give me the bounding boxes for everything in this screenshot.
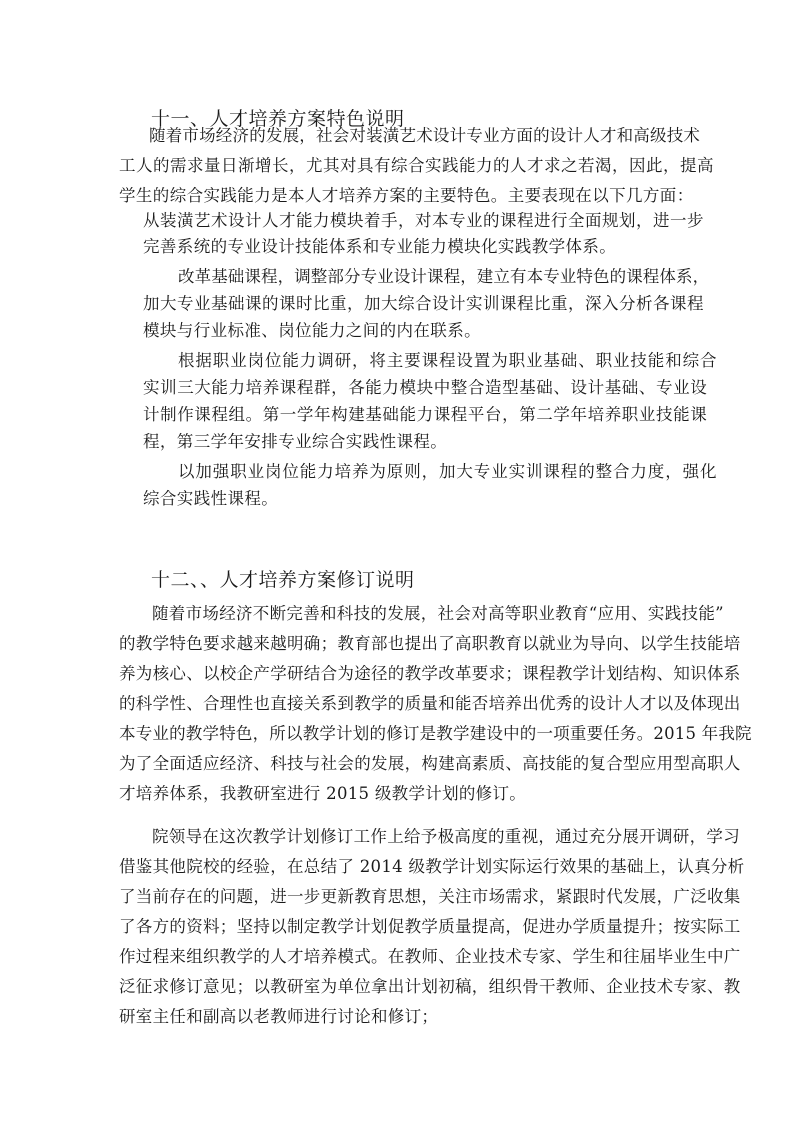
s11-p4-line-1: 根据职业岗位能力调研，将主要课程设置为职业基础、职业技能和综合	[178, 351, 718, 370]
section-12-heading: 十二、、人才培养方案修订说明	[151, 569, 415, 591]
s11-p1-line-3: 学生的综合实践能力是本人才培养方案的主要特色。主要表现在以下几方面：	[119, 186, 694, 205]
s11-p1-line-1: 随着市场经济的发展，社会对装潢艺术设计专业方面的设计人才和高级技术	[149, 126, 701, 145]
s12-p2-line-3: 了当前存在的问题，进一步更新教育思想，关注市场需求，紧跟时代发展，广泛收集	[119, 887, 741, 906]
s12-p2-line-2: 借鉴其他院校的经验，在总结了 2014 级教学计划实际运行效果的基础上，认真分析	[119, 857, 745, 876]
s11-p3-line-1: 改革基础课程，调整部分专业设计课程，建立有本专业特色的课程体系，	[178, 267, 710, 286]
s11-p3-line-2: 加大专业基础课的课时比重，加大综合设计实训课程比重，深入分析各课程	[143, 294, 704, 313]
s12-p1-line-1: 随着市场经济不断完善和科技的发展，社会对高等职业教育“应用、实践技能”	[152, 604, 724, 623]
s11-p2-line-2: 完善系统的专业设计技能体系和专业能力模块化实践教学体系。	[143, 237, 617, 256]
s11-p4-line-2: 实训三大能力培养课程群，各能力模块中整合造型基础、设计基础、专业设	[143, 378, 708, 397]
s12-p1-line-3: 养为核心、以校企产学研结合为途径的教学改革要求；课程教学计划结构、知识体系	[119, 664, 741, 683]
s12-p2-line-5: 作过程来组织教学的人才培养模式。在教师、企业技术专家、学生和往届毕业生中广	[119, 947, 741, 966]
s12-p1-line-4: 的科学性、合理性也直接关系到教学的质量和能否培养出优秀的设计人才以及体现出	[119, 694, 741, 713]
s11-p4-line-4: 程，第三学年安排专业综合实践性课程。	[143, 432, 448, 451]
section-11-heading: 十一、人才培养方案特色说明	[151, 108, 405, 130]
s11-p2-line-1: 从装潢艺术设计人才能力模块着手，对本专业的课程进行全面规划，进一步	[143, 211, 704, 230]
s11-p5-line-2: 综合实践性课程。	[143, 489, 279, 508]
s12-p2-line-7: 研室主任和副高以老教师进行讨论和修订；	[119, 1007, 439, 1026]
s12-p1-line-6: 为了全面适应经济、科技与社会的发展，构建高素质、高技能的复合型应用型高职人	[119, 754, 741, 773]
s11-p3-line-3: 模块与行业标准、岗位能力之间的内在联系。	[143, 321, 481, 340]
s12-p1-line-2: 的教学特色要求越来越明确；教育部也提出了高职教育以就业为导向、以学生技能培	[119, 634, 741, 653]
s11-p5-line-1: 以加强职业岗位能力培养为原则，加大专业实训课程的整合力度，强化	[178, 462, 718, 481]
s11-p1-line-2: 工人的需求量日渐增长，尤其对具有综合实践能力的人才求之若渴，因此，提高	[119, 156, 714, 175]
s11-p4-line-3: 计制作课程组。第一学年构建基础能力课程平台，第二学年培养职业技能课	[143, 405, 708, 424]
s12-p2-line-6: 泛征求修订意见；以教研室为单位拿出计划初稿，组织骨干教师、企业技术专家、教	[119, 977, 741, 996]
s12-p1-line-5: 本专业的教学特色，所以教学计划的修订是教学建设中的一项重要任务。2015 年我院	[119, 724, 752, 743]
s12-p1-line-7: 才培养体系，我教研室进行 2015 级教学计划的修订。	[119, 784, 527, 803]
s12-p2-line-4: 了各方的资料；坚持以制定教学计划促教学质量提高，促进办学质量提升；按实际工	[119, 917, 741, 936]
s12-p2-line-1: 院领导在这次教学计划修订工作上给予极高度的重视，通过充分展开调研，学习	[152, 827, 740, 846]
